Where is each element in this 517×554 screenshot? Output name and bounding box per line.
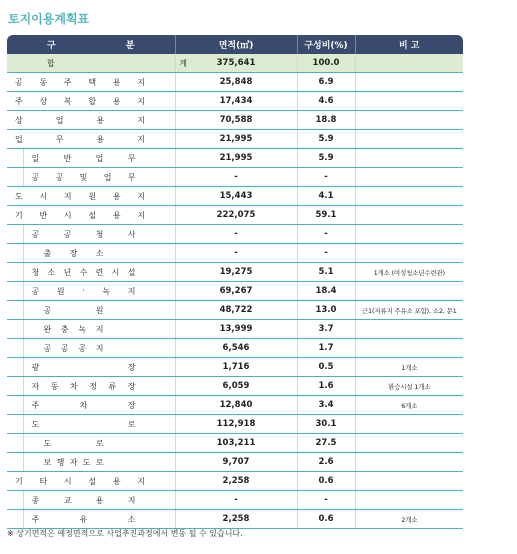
row-label: 청 소 년 수 련 시 설 <box>31 267 136 277</box>
table-row <box>7 187 463 206</box>
ratio-cell: 5.9 <box>297 130 355 149</box>
row-label: 합 계 <box>47 58 187 68</box>
subcategory-cell <box>23 396 175 415</box>
table-row <box>7 225 463 244</box>
note-header: 비 고 <box>355 35 463 54</box>
note-cell <box>355 472 463 491</box>
category-header-a: 구 <box>47 41 56 51</box>
area-cell: 69,267 <box>175 282 297 301</box>
ratio-cell: 4.1 <box>297 187 355 206</box>
ratio-cell: 100.0 <box>297 54 355 73</box>
indent-cell <box>7 263 23 282</box>
area-cell: - <box>175 225 297 244</box>
table-row <box>7 472 463 491</box>
indent-cell <box>7 168 23 187</box>
table-row <box>7 453 463 472</box>
row-label: 주 차 장 <box>31 400 136 410</box>
table-body <box>7 54 463 529</box>
note-cell <box>355 73 463 92</box>
category-header <box>7 35 175 54</box>
table-row <box>7 415 463 434</box>
table-row <box>7 301 463 320</box>
row-label: 공 원 <box>43 305 104 315</box>
ratio-cell: 1.6 <box>297 377 355 396</box>
row-label: 종 교 용 지 <box>31 495 136 505</box>
area-cell: 2,258 <box>175 510 297 529</box>
category-cell <box>7 472 175 491</box>
area-cell: 6,546 <box>175 339 297 358</box>
subcategory-cell <box>23 339 175 358</box>
ratio-cell: - <box>297 225 355 244</box>
note-cell <box>355 453 463 472</box>
table-row <box>7 320 463 339</box>
indent-cell <box>7 415 23 434</box>
area-header: 면적(㎡) <box>175 35 297 54</box>
subcategory-cell <box>23 491 175 510</box>
area-cell: 21,995 <box>175 130 297 149</box>
row-label: 출 장 소 <box>43 248 104 258</box>
note-cell <box>355 339 463 358</box>
indent-cell <box>7 358 23 377</box>
area-cell: 19,275 <box>175 263 297 282</box>
ratio-cell: 13.0 <box>297 301 355 320</box>
row-label: 완 충 녹 지 <box>43 324 104 334</box>
row-label: 주 유 소 <box>31 514 136 524</box>
area-cell: 2,258 <box>175 472 297 491</box>
category-cell <box>7 206 175 225</box>
table-row <box>7 244 463 263</box>
ratio-cell: 0.5 <box>297 358 355 377</box>
row-label: 주 상 복 합 용 지 <box>15 96 145 106</box>
area-cell: 70,588 <box>175 111 297 130</box>
area-cell: 222,075 <box>175 206 297 225</box>
area-cell: - <box>175 168 297 187</box>
ratio-cell: 5.1 <box>297 263 355 282</box>
page-title: 토지이용계획표 <box>8 12 90 26</box>
table-row <box>7 358 463 377</box>
category-cell <box>7 111 175 130</box>
note-cell <box>355 282 463 301</box>
note-cell <box>355 415 463 434</box>
subcategory-cell <box>23 320 175 339</box>
area-cell: 25,848 <box>175 73 297 92</box>
indent-cell <box>7 491 23 510</box>
area-cell: - <box>175 244 297 263</box>
indent-cell <box>7 244 23 263</box>
area-cell: 6,059 <box>175 377 297 396</box>
ratio-cell: 18.4 <box>297 282 355 301</box>
ratio-cell: 6.9 <box>297 73 355 92</box>
area-cell: 1,716 <box>175 358 297 377</box>
note-cell <box>355 187 463 206</box>
row-label: 공 공 및 업 무 <box>31 172 136 182</box>
note-cell <box>355 320 463 339</box>
ratio-cell: - <box>297 244 355 263</box>
subcategory-cell <box>23 377 175 396</box>
ratio-cell: 2.6 <box>297 453 355 472</box>
category-cell <box>7 130 175 149</box>
note-cell: 1개소 <box>355 358 463 377</box>
area-cell: - <box>175 491 297 510</box>
table-row <box>7 130 463 149</box>
row-label: 자 동 차 정 류 장 <box>31 381 136 391</box>
indent-cell <box>7 396 23 415</box>
ratio-cell: 59.1 <box>297 206 355 225</box>
table-row <box>7 111 463 130</box>
table-row <box>7 396 463 415</box>
note-cell <box>355 491 463 510</box>
land-use-table <box>7 35 463 529</box>
indent-cell <box>7 510 23 529</box>
row-label: 보 행 자 도 로 <box>43 457 104 467</box>
table-header-row <box>7 35 463 54</box>
footnote: ※ 상기면적은 예정면적으로 사업추진과정에서 변동 될 수 있습니다. <box>7 529 243 538</box>
area-cell: 13,999 <box>175 320 297 339</box>
table-row <box>7 149 463 168</box>
indent-cell <box>7 377 23 396</box>
subcategory-cell <box>23 415 175 434</box>
indent-cell <box>7 339 23 358</box>
note-cell <box>355 130 463 149</box>
row-label: 공 원 · 녹 지 <box>31 285 136 296</box>
area-cell: 112,918 <box>175 415 297 434</box>
row-label: 광 장 <box>31 362 136 372</box>
note-cell <box>355 111 463 130</box>
table-row <box>7 282 463 301</box>
table-row <box>7 92 463 111</box>
subcategory-cell <box>23 149 175 168</box>
row-label: 도 시 지 원 용 지 <box>15 191 145 201</box>
category-cell <box>7 54 187 73</box>
indent-cell <box>7 149 23 168</box>
category-header-b: 분 <box>125 41 135 51</box>
ratio-cell: 0.6 <box>297 510 355 529</box>
note-cell: 환승시설 1개소 <box>355 377 463 396</box>
ratio-cell: 3.4 <box>297 396 355 415</box>
subcategory-cell <box>23 434 175 453</box>
subcategory-cell <box>23 453 175 472</box>
note-cell <box>355 206 463 225</box>
ratio-cell: 4.6 <box>297 92 355 111</box>
ratio-cell: 30.1 <box>297 415 355 434</box>
table-row <box>7 73 463 92</box>
row-label: 상 업 용 지 <box>15 115 145 125</box>
table-row <box>7 206 463 225</box>
area-cell: 375,641 <box>175 54 297 73</box>
note-cell: 근1(저류지 주유소 포함), 소2, 문1 <box>355 301 463 320</box>
subcategory-cell <box>23 282 175 301</box>
note-cell <box>355 225 463 244</box>
note-cell <box>355 149 463 168</box>
area-cell: 17,434 <box>175 92 297 111</box>
ratio-header: 구성비(%) <box>297 35 355 54</box>
ratio-cell: 0.6 <box>297 472 355 491</box>
subcategory-cell <box>23 510 175 529</box>
note-cell <box>355 434 463 453</box>
subcategory-cell <box>23 225 175 244</box>
row-label: 도 로 <box>31 419 136 429</box>
row-label: 도 로 <box>43 438 104 448</box>
indent-cell <box>7 320 23 339</box>
ratio-cell: 1.7 <box>297 339 355 358</box>
row-label: 기 반 시 설 용 지 <box>15 210 145 220</box>
ratio-cell: 3.7 <box>297 320 355 339</box>
table-row <box>7 339 463 358</box>
category-cell <box>7 92 175 111</box>
table-row <box>7 510 463 529</box>
table-row <box>7 168 463 187</box>
note-cell: 2개소 <box>355 510 463 529</box>
subcategory-cell <box>23 301 175 320</box>
indent-cell <box>7 225 23 244</box>
table-row <box>7 263 463 282</box>
indent-cell <box>7 282 23 301</box>
ratio-cell: - <box>297 168 355 187</box>
indent-cell <box>7 301 23 320</box>
row-label: 공 동 주 택 용 지 <box>15 77 145 87</box>
subcategory-cell <box>23 263 175 282</box>
note-cell <box>355 244 463 263</box>
note-cell <box>355 168 463 187</box>
indent-cell <box>7 453 23 472</box>
ratio-cell: 5.9 <box>297 149 355 168</box>
subcategory-cell <box>23 244 175 263</box>
table-row <box>7 377 463 396</box>
area-cell: 21,995 <box>175 149 297 168</box>
ratio-cell: 18.8 <box>297 111 355 130</box>
category-cell <box>7 187 175 206</box>
subcategory-cell <box>23 358 175 377</box>
row-label: 공 공 공 지 <box>43 343 104 353</box>
table-row <box>7 491 463 510</box>
area-cell: 103,211 <box>175 434 297 453</box>
category-cell <box>7 73 175 92</box>
area-cell: 9,707 <box>175 453 297 472</box>
row-label: 업 무 용 지 <box>15 134 145 144</box>
ratio-cell: - <box>297 491 355 510</box>
row-label: 공 공 청 사 <box>31 229 136 239</box>
row-label: 기 타 시 설 용 지 <box>15 476 145 486</box>
note-cell <box>355 54 463 73</box>
row-label: 일 반 업 무 <box>31 153 136 163</box>
indent-cell <box>7 434 23 453</box>
ratio-cell: 27.5 <box>297 434 355 453</box>
table-row <box>7 434 463 453</box>
note-cell: 1개소 (여성청소년수련관) <box>355 263 463 282</box>
area-cell: 15,443 <box>175 187 297 206</box>
table-row <box>7 54 463 73</box>
subcategory-cell <box>23 168 175 187</box>
note-cell <box>355 92 463 111</box>
note-cell: 6개소 <box>355 396 463 415</box>
area-cell: 48,722 <box>175 301 297 320</box>
area-cell: 12,840 <box>175 396 297 415</box>
